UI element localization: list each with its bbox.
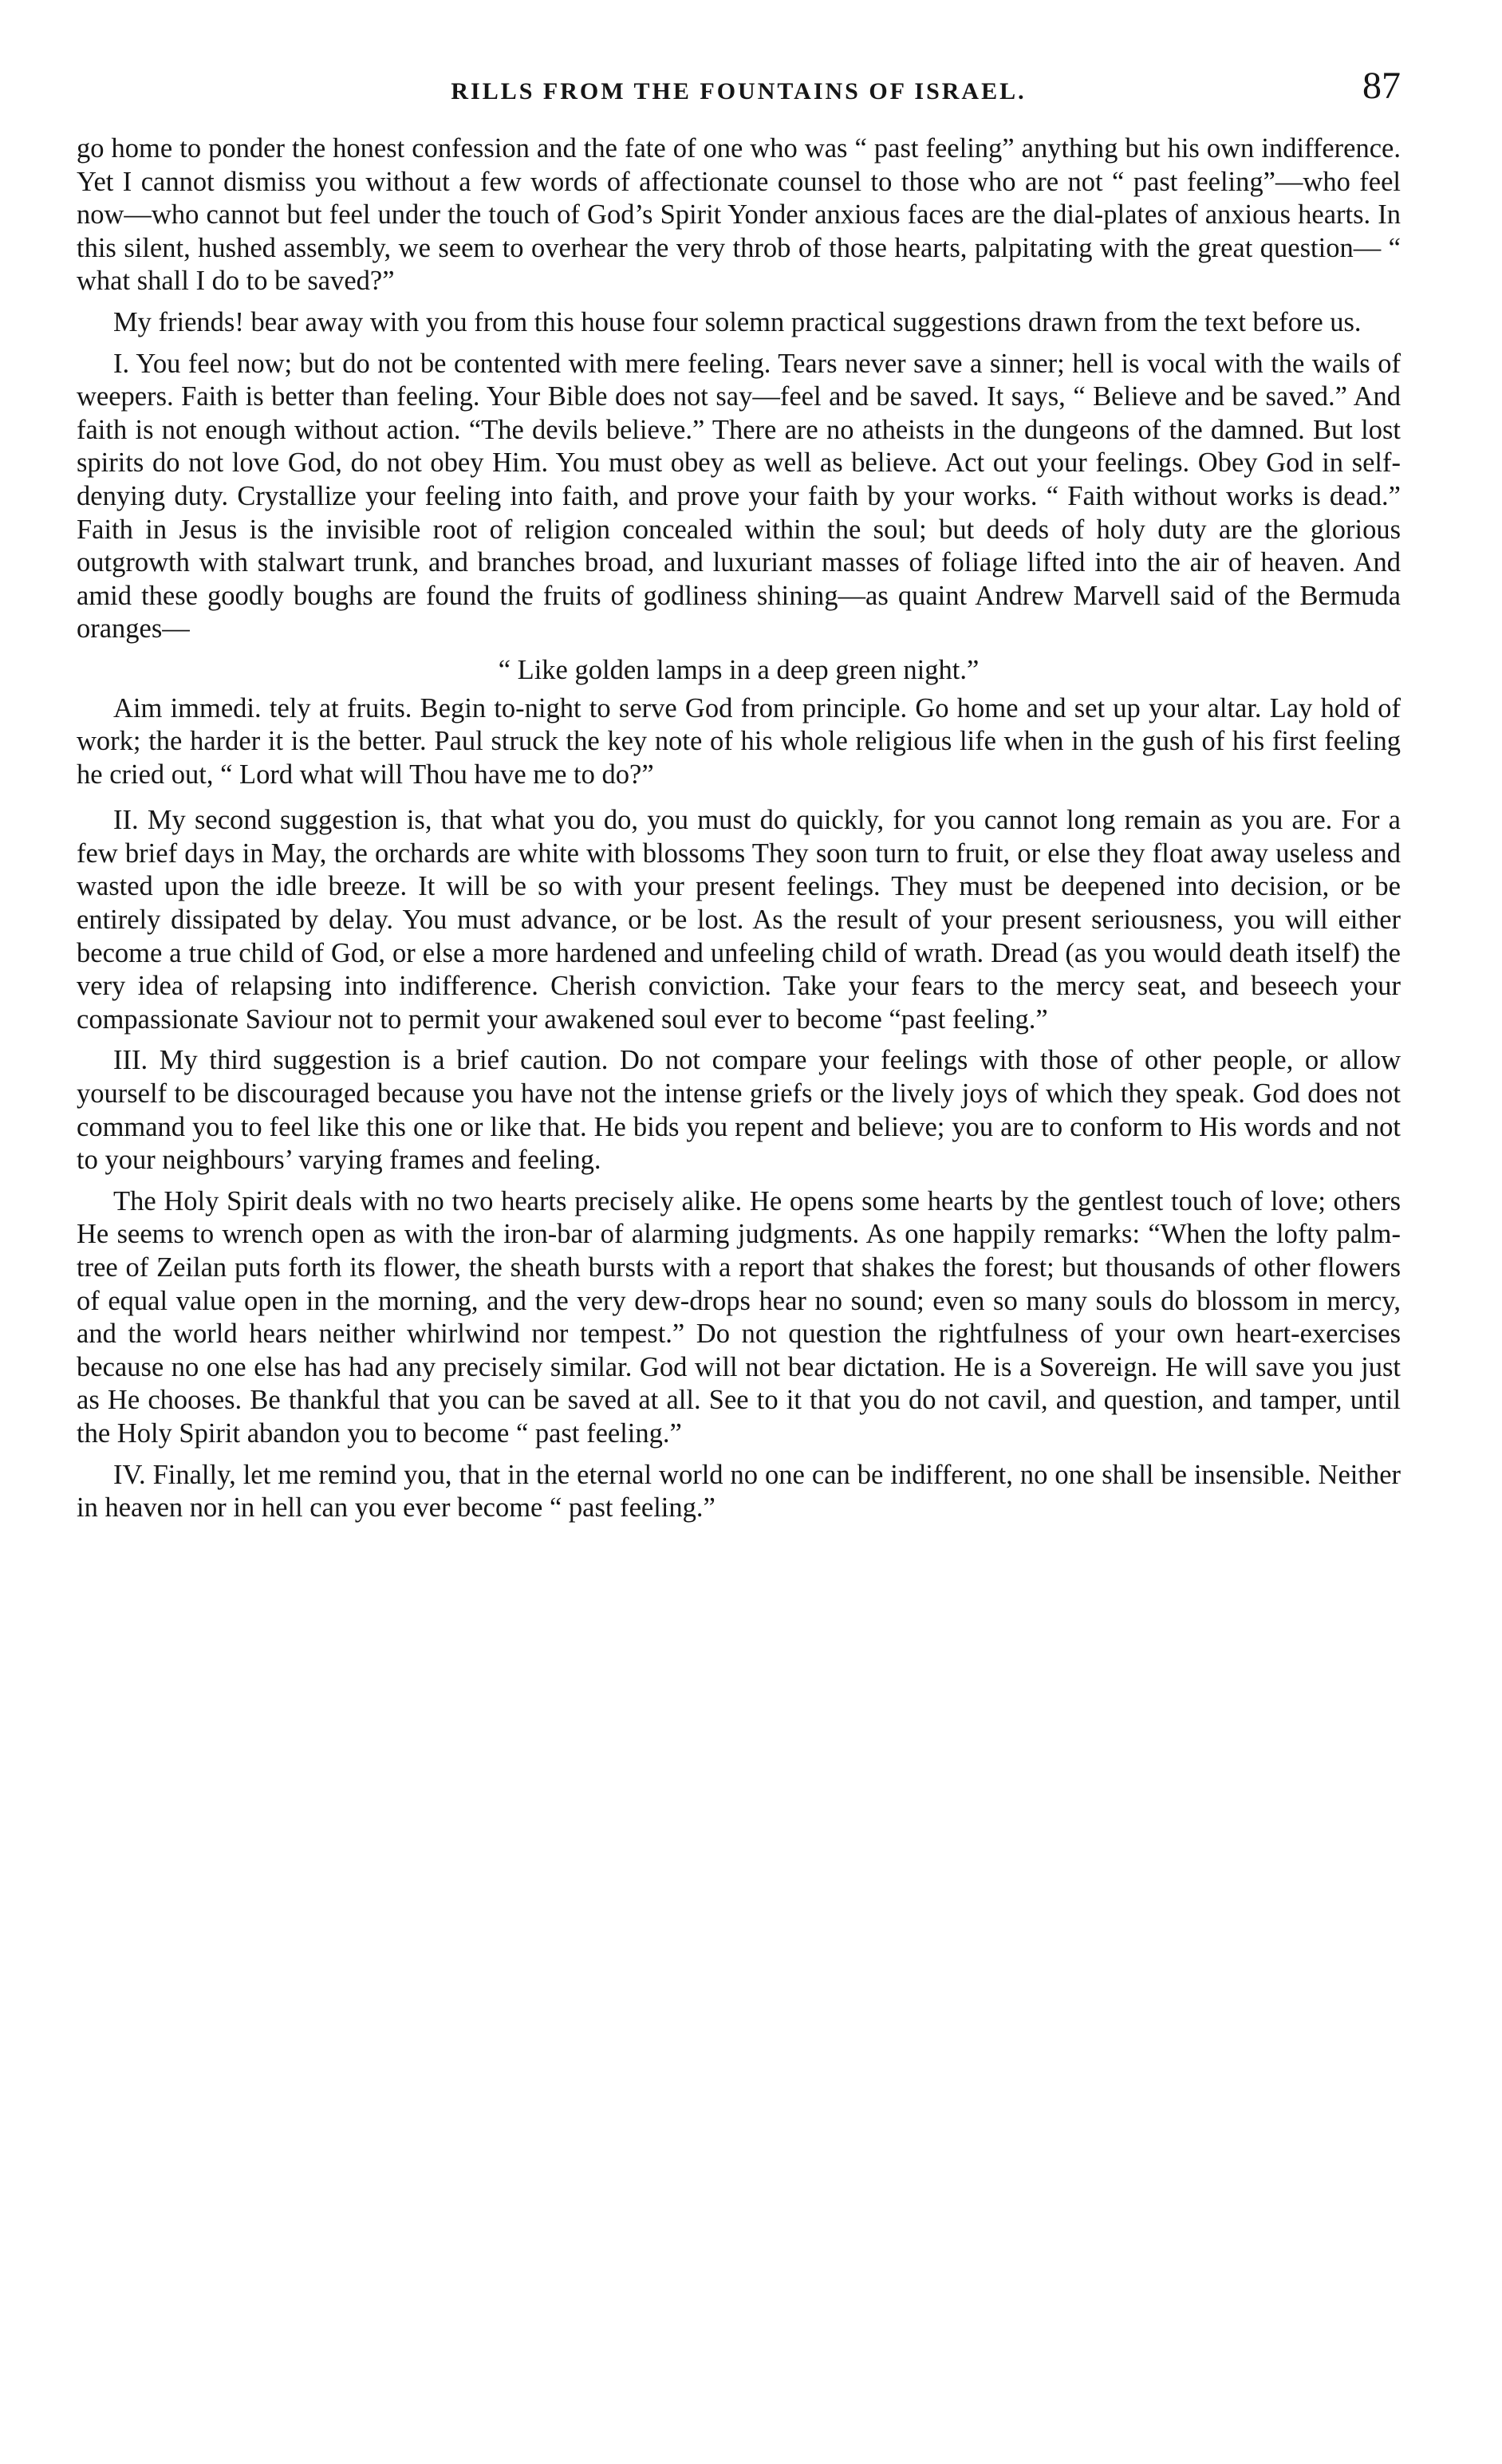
paragraph-continuation: go home to ponder the honest confession and the fate of one who was “ past feeling” anything but his own indifference. Yet I cannot dismiss you without a few words of affectionate counsel to those who are not “ past feeling”—who feel now—who cannot but feel under the touch of God’s Spirit Yonder anxious faces are the dial-plates of anxious hearts. In this silent, hushed assembly, we seem to overhear the very throb of those hearts, palpitating with the great question— “ what shall I do to be saved?” <box>77 133 1401 297</box>
running-header <box>77 64 1401 132</box>
running-title: RILLS FROM THE FOUNTAINS OF ISRAEL. <box>451 78 1027 104</box>
page-number: 87 <box>1362 65 1401 107</box>
book-page <box>77 64 1401 1533</box>
block-quote: “ Like golden lamps in a deep green night.” <box>498 654 980 685</box>
paragraph-suggestion-one: I. You feel now; but do not be contented with mere feeling. Tears never save a sinner; hell is vocal with the wails of weepers. Faith is better than feeling. Your Bible does not say—feel and be saved. It says, “ Believe and be saved.” And faith is not enough without action. “The devils believe.” There are no atheists in the dungeons of the damned. But lost spirits do not love God, do not obey Him. You must obey as well as believe. Act out your feelings. Obey God in self-denying duty. Crystallize your feeling into faith, and prove your faith by your works. “ Faith without works is dead.” Faith in Jesus is the invisible root of religion concealed within the soul; but deeds of holy duty are the glorious outgrowth with stalwart trunk, and branches broad, and luxuriant masses of foliage lifted into the air of heaven. And amid these goodly boughs are found the fruits of godliness shining—as quaint Andrew Marvell said of the Bermuda oranges— <box>77 348 1401 645</box>
paragraph-suggestions-intro: My friends! bear away with you from this house four solemn practical suggestions drawn from the text before us. <box>113 306 1362 337</box>
paragraph-holy-spirit: The Holy Spirit deals with no two hearts precisely alike. He opens some hearts by the gentlest touch of love; others He seems to wrench open as with the iron-bar of alarming judgments. As one happily remarks: “When the lofty palm-tree of Zeilan puts forth its flower, the sheath bursts with a report that shakes the forest; but thousands of other flowers of equal value open in the morning, and the very dew-drops hear no sound; even so many souls do blossom in mercy, and the world hears neither whirlwind nor tempest.” Do not question the rightfulness of your own heart-exercises because no one else has had any precisely similar. God will not bear dictation. He is a Sovereign. He will save you just as He chooses. Be thankful that you can be saved at all. See to it that you do not cavil, and question, and tamper, until the Holy Spirit abandon you to become “ past feeling.” <box>77 1185 1401 1449</box>
paragraph-aim-at-fruits: Aim immedi. tely at fruits. Begin to-night to serve God from principle. Go home and set up your altar. Lay hold of work; the harder it is the better. Paul struck the key note of his whole religious life when in the gush of his first feeling he cried out, “ Lord what will Thou have me to do?” <box>77 692 1401 790</box>
paragraph-suggestion-two: II. My second suggestion is, that what you do, you must do quickly, for you cannot long remain as you are. For a few brief days in May, the orchards are white with blossoms They soon turn to fruit, or else they float away useless and wasted upon the idle breeze. It will be so with your present feelings. They must be deepened into decision, or be entirely dissipated by delay. You must advance, or be lost. As the result of your present seriousness, you will either become a true child of God, or else a more hardened and unfeeling child of wrath. Dread (as you would death itself) the very idea of relapsing into indifference. Cherish conviction. Take your fears to the mercy seat, and beseech your compassionate Saviour not to permit your awakened soul ever to become “past feeling.” <box>77 805 1401 1035</box>
paragraph-suggestion-four: IV. Finally, let me remind you, that in the eternal world no one can be indifferent, no one shall be insensible. Neither in heaven nor in hell can you ever become “ past feeling.” <box>77 1459 1401 1524</box>
paragraph-suggestion-three: III. My third suggestion is a brief caution. Do not compare your feelings with those of other people, or allow yourself to be discouraged because you have not the intense griefs or the lively joys of which they speak. God does not command you to feel like this one or like that. He bids you repent and believe; you are to conform to His words and not to your neighbours’ varying frames and feeling. <box>77 1045 1401 1176</box>
body-text <box>77 132 1401 1525</box>
